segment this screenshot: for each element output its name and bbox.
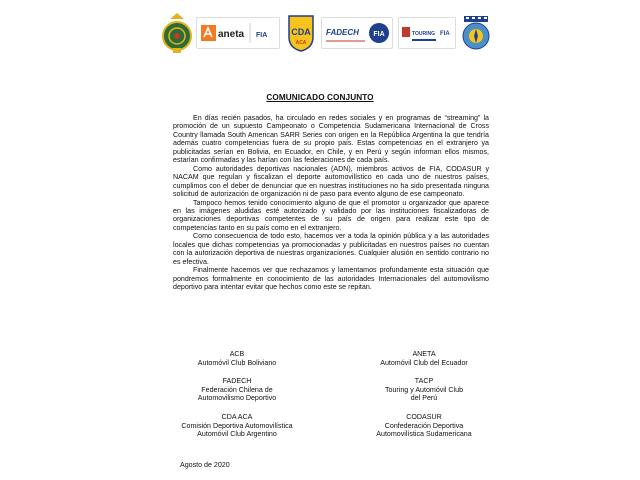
codasur-logo [460, 13, 492, 53]
signatory-name: Comisión Deportiva Automovilística [181, 421, 293, 430]
signatory-aneta [354, 350, 494, 367]
paragraph: En días recién pasados, ha circulado en redes sociales y en programas de “streaming” la promoción de un supuesto Campeonato o Competencia Sudamericana Internacional de Cross Country llamada South American SARR Series con origen en la República Argentina la que tendría además cuatro competencias fuera de su propio país. Estas competencias en el extranjero ya publicitadas serían en Bolivia, en Ecuador, en Chile, y en Perú y según informan ellos mismos, estarían confirmadas y las harían con las federaciones de cada país. [173, 114, 489, 165]
signatory-acb [167, 350, 307, 367]
signatory-name: Automóvil Club Argentino [197, 430, 277, 439]
signatory-name: Automóvil Club del Ecuador [380, 358, 468, 367]
paragraph: Como consecuencia de todo esto, hacemos ver a toda la opinión pública y a las autoridades locales que dichas competencias ya promocionadas y publicitadas en nuestros países no cuentan con la autorización deportiva de nuestras organizaciones. Cualquier alusión en sentido contrario no es efectiva. [173, 232, 489, 266]
fadech-logo-text: FADECH [326, 28, 360, 37]
paragraph: Tampoco hemos tenido conocimiento alguno de que el promotor u organizador que aparece en las imágenes aludidas esté autorizado y validado por las instituciones fiscalizadoras de organizaciones deportivas competentes de su país de origen para realizar este tipo de competencias tanto en su país como en el extranjero. [173, 198, 489, 232]
tacp-logo-text: TOURING [411, 31, 435, 37]
logo-bar [162, 11, 492, 55]
cda-aca-logo [285, 13, 317, 53]
acb-logo [162, 12, 192, 54]
document-title: COMUNICADO CONJUNTO [266, 93, 374, 102]
paragraph: Finalmente hacemos ver que rechazamos y lamentamos profundamente esta situación que pondremos formalmente en conocimiento de las autoridades Internacionales del automovilismo deportivo para intentar evitar que hechos como este se repitan. [173, 266, 489, 292]
cda-logo-text: CDA [291, 27, 311, 37]
document-body [173, 114, 489, 292]
signatory-code: CDA ACA [221, 413, 253, 421]
signatory-code: ACB [229, 350, 245, 358]
signatory-cda-aca [162, 413, 312, 439]
fadech-logo [321, 17, 393, 49]
signatory-name: Automovilismo Deportivo [197, 394, 277, 403]
signatory-code: FADECH [222, 377, 252, 385]
signatory-name: Federación Chilena de [201, 385, 273, 394]
signatory-name: Automóvil Club Boliviano [197, 358, 277, 367]
paragraph: Como autoridades deportivas nacionales (ADN), miembros activos de FIA, CODASUR y NACAM que regulan y fiscalizan el deporte automovilístico en cada uno de nuestros países, cumplimos con el deber de denunciar que en nuestras instituciones no ha sido presentada ninguna solicitud de autorización de organización ni de paso para evento alguno de ese campeonato. [173, 164, 489, 199]
fia-badge-text: FIA [256, 32, 268, 39]
fia-badge-text: FIA [439, 31, 450, 37]
signatory-name: del Perú [410, 394, 438, 403]
signatory-code: ANETA [412, 350, 436, 358]
tacp-logo [398, 17, 456, 49]
signatory-tacp [354, 377, 494, 403]
signatory-name: Touring y Automóvil Club [384, 385, 464, 394]
signatory-codasur [354, 413, 494, 439]
document-date: Agosto de 2020 [180, 461, 230, 469]
signatory-code: TACP [414, 377, 434, 385]
signatory-name: Confederación Deportiva [384, 421, 464, 430]
signatory-code: CODASUR [406, 413, 442, 421]
signatory-fadech [167, 377, 307, 403]
aca-logo-text: ACA [295, 40, 307, 46]
signatory-name: Automovilística Sudamericana [376, 430, 472, 439]
aneta-logo [196, 17, 280, 49]
aneta-logo-text: aneta [218, 29, 245, 40]
fia-badge-text: FIA [373, 31, 385, 38]
